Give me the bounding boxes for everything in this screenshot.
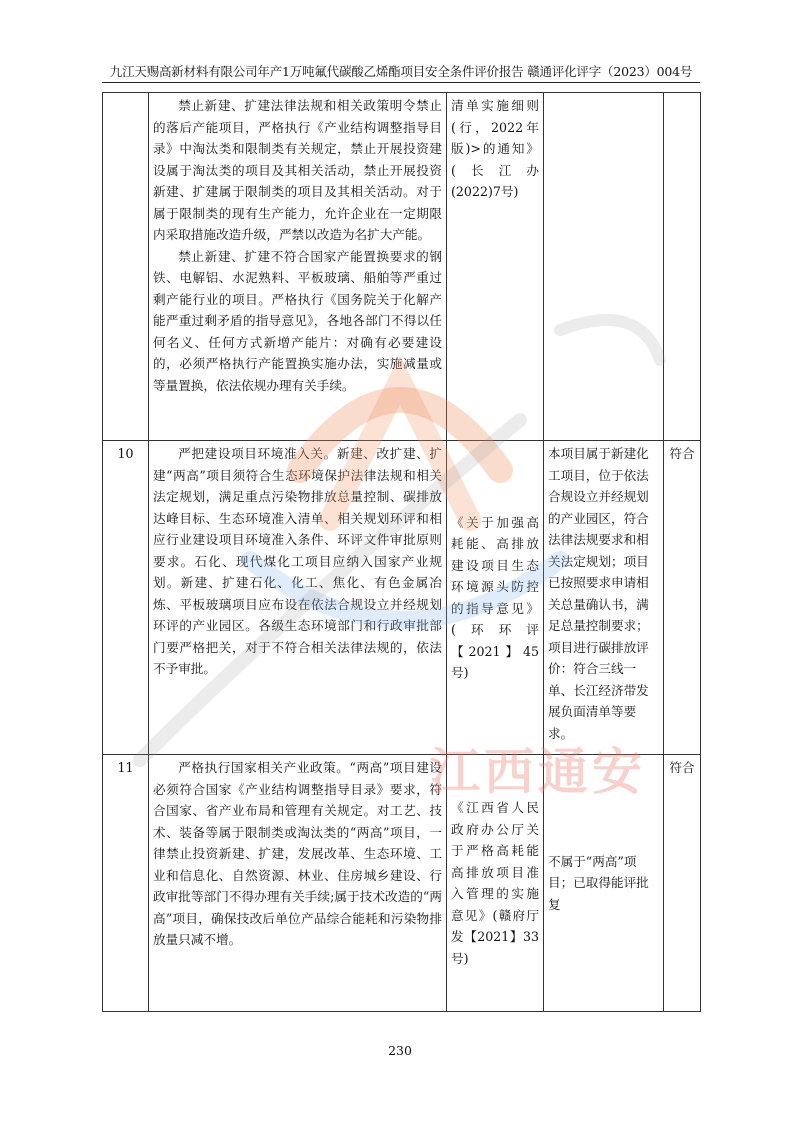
row-number [103,93,149,441]
requirement-paragraph: 严格执行国家相关产业政策。“两高”项目建设必须符合国家《产业结构调整指导目录》要求，符合国家、省产业布局和管理有关规定。对工艺、技术、装备等属于限制类或淘汰类的“两高”项目，一律禁止投资新建、扩建，发展改革、生态环境、工业和信息化、自然资源、林业、住房城乡建设、行政审批等部门不得办理有关手续;属于技术改造的“两高”项目，确保技改后单位产品综合能耗和污染物排放量只减不增。 [153,760,442,947]
requirement-cell [149,441,447,755]
table-row [103,441,701,755]
header-rule [102,82,700,83]
result-cell: 符合 [664,755,701,1012]
basis-cell: 清单实施细则(行，2022年版)>的通知》(长江办(2022)7号) [447,93,544,441]
basis-cell: 《关于加强高耗能、高排放建设项目生态环境源头防控的指导意见》(环环评 【2021】45号) [447,441,544,755]
requirement-cell [149,93,447,441]
status-cell [544,93,664,441]
requirement-paragraph: 禁止新建、扩建不符合国家产能置换要求的钢铁、电解铝、水泥熟料、平板玻璃、船舶等严重过剩产能行业的项目。严格执行《国务院关于化解产能严重过剩矛盾的指导意见》，各地各部门不得以任何名义、任何方式新增产能片：对确有必要建设的，必须严格执行产能置换实施办法，实施减量或等量置换，依法依规办理有关手续。 [153,248,442,393]
row-number: 10 [103,441,149,755]
basis-cell: 《江西省人民政府办公厅关于严格高耗能高排放项目准入管理的实施意见》(赣府厅发【2021】33号) [447,755,544,1012]
page-header: 九江天赐高新材料有限公司年产1万吨氟代碳酸乙烯酯项目安全条件评价报告 赣通评化评字（2023）004号 [109,64,693,79]
table-row [103,93,701,441]
status-cell: 不属于“两高”项目；已取得能评批复 [544,755,664,1012]
requirement-paragraph: 严把建设项目环境准入关。新建、改扩建、扩建“两高”项目须符合生态环境保护法律法规和相关法定规划，满足重点污染物排放总量控制、碳排放达峰目标、生态环境准入清单、相关规划环评和相应行业建设项目环境准入条件、环评文件审批原则要求。石化、现代煤化工项目应纳入国家产业规划。新建、扩建石化、化工、焦化、有色金属冶炼、平板玻璃项目应布设在依法合规设立并经规划环评的产业园区。各级生态环境部门和行政审批部门要严格把关，对于不符合相关法律法规的，依法不予审批。 [153,446,442,676]
requirement-cell [149,755,447,1012]
requirement-paragraph: 禁止新建、扩建法律法规和相关政策明令禁止的落后产能项目，严格执行《产业结构调整指导目录》中淘汰类和限制类有关规定，禁止开展投资建设属于淘汰类的项目及其相关活动，禁止开展投资新建、扩建属于限制类的项目及其相关活动。对于属于限制类的现有生产能力，允许企业在一定期限内采取措施改造升级，严禁以改造为名扩大产能。 [153,98,442,242]
compliance-table [102,92,701,1012]
row-number: 11 [103,755,149,1012]
result-cell [664,93,701,441]
page-number: 230 [388,1043,412,1058]
watermark-text: 江西通安 [430,743,646,801]
status-cell: 本项目属于新建化工项目，位于依法合规设立并经规划的产业园区，符合法律法规要求和相关法定规划；项目已按照要求申请相关总量确认书，满足总量控制要求；项目进行碳排放评价：符合三线一单、长江经济带发展负面清单等要求。 [544,441,664,755]
table-row [103,755,701,1012]
result-cell: 符合 [664,441,701,755]
